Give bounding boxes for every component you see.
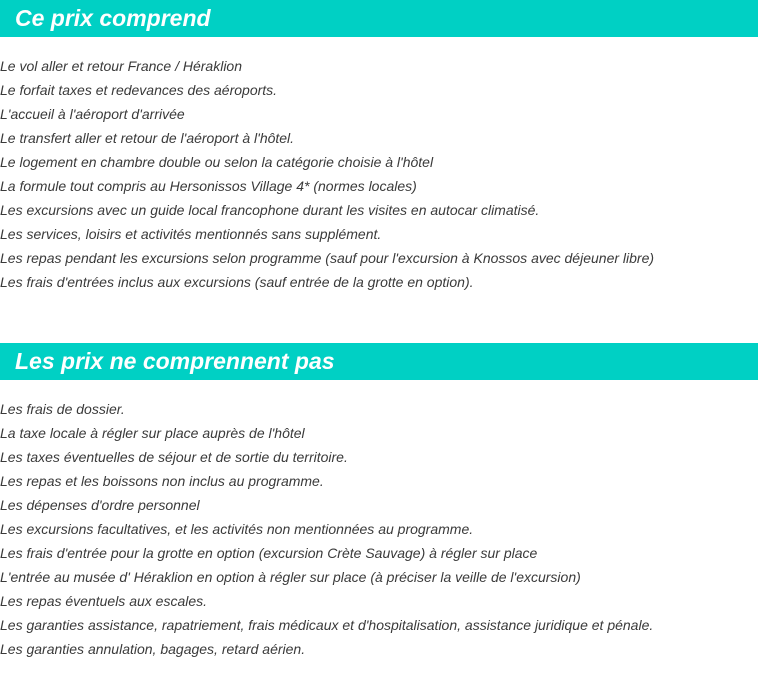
excluded-item: Les frais de dossier.	[0, 401, 125, 417]
excluded-item: Les garanties assistance, rapatriement, frais médicaux et d'hospitalisation, assistance juridique et pénale.	[0, 617, 654, 633]
excluded-item: Les frais d'entrée pour la grotte en option (excursion Crète Sauvage) à régler sur place	[0, 545, 538, 561]
included-item: L'accueil à l'aéroport d'arrivée	[0, 106, 185, 122]
included-item: Les repas pendant les excursions selon programme (sauf pour l'excursion à Knossos avec déjeuner libre)	[0, 250, 655, 266]
included-item: Les excursions avec un guide local francophone durant les visites en autocar climatisé.	[0, 202, 540, 218]
included-item: La formule tout compris au Hersonissos Village 4* (normes locales)	[0, 178, 417, 194]
included-item: Les frais d'entrées inclus aux excursions (sauf entrée de la grotte en option).	[0, 274, 474, 290]
included-item: Le logement en chambre double ou selon la catégorie choisie à l'hôtel	[0, 154, 434, 170]
excluded-item: Les dépenses d'ordre personnel	[0, 497, 200, 513]
included-section-title: Ce prix comprend	[0, 0, 758, 37]
excluded-section-title: Les prix ne comprennent pas	[0, 343, 758, 380]
excluded-item: Les repas et les boissons non inclus au programme.	[0, 473, 324, 489]
excluded-item: Les repas éventuels aux escales.	[0, 593, 208, 609]
excluded-item: La taxe locale à régler sur place auprès de l'hôtel	[0, 425, 305, 441]
excluded-item: Les excursions facultatives, et les activités non mentionnées au programme.	[0, 521, 474, 537]
included-item: Le forfait taxes et redevances des aéroports.	[0, 82, 278, 98]
included-item: Le transfert aller et retour de l'aéroport à l'hôtel.	[0, 130, 295, 146]
included-item: Le vol aller et retour France / Héraklion	[0, 58, 242, 74]
excluded-item: L'entrée au musée d' Héraklion en option à régler sur place (à préciser la veille de l'excursion)	[0, 569, 581, 585]
included-item: Les services, loisirs et activités mentionnés sans supplément.	[0, 226, 382, 242]
included-list	[0, 54, 654, 294]
excluded-list	[0, 397, 653, 661]
excluded-item: Les garanties annulation, bagages, retard aérien.	[0, 641, 306, 657]
excluded-item: Les taxes éventuelles de séjour et de sortie du territoire.	[0, 449, 348, 465]
